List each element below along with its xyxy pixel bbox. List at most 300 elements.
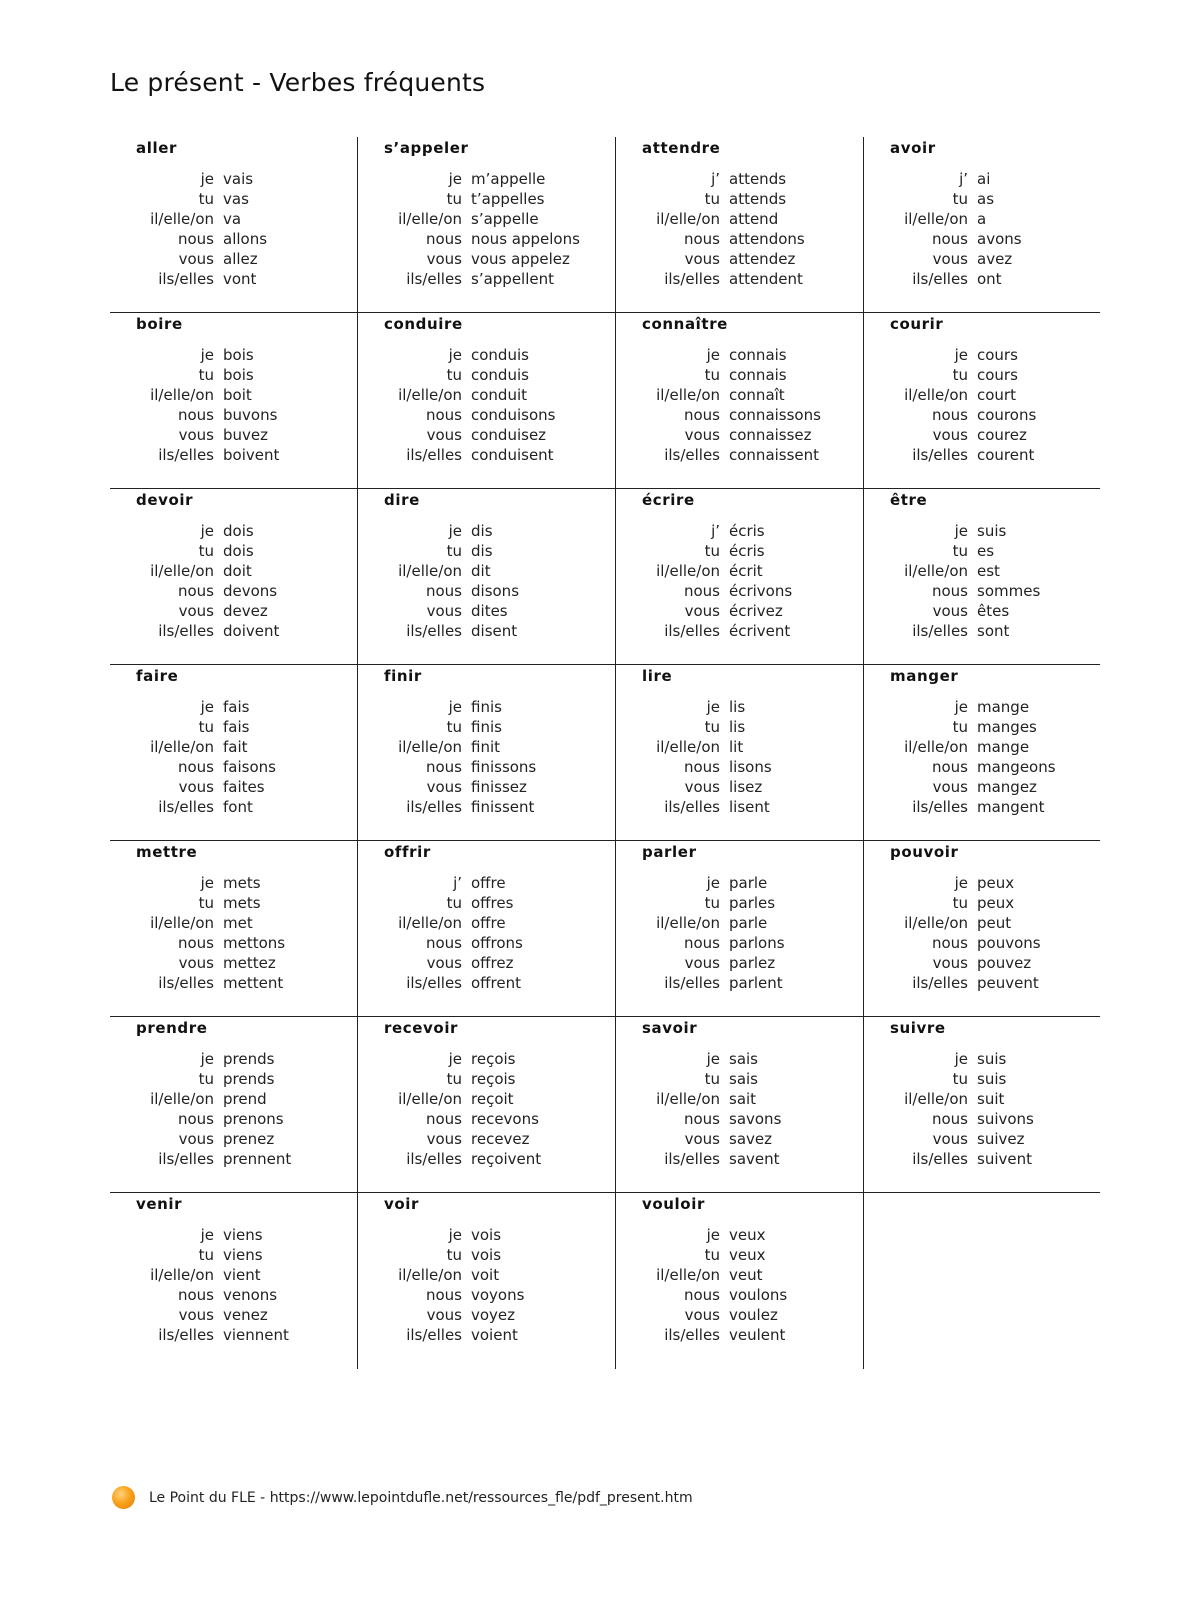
pronoun: il/elle/on — [150, 562, 214, 580]
conjugated-form: venons — [223, 1286, 278, 1304]
pronoun: vous — [684, 778, 720, 796]
conjugation-row — [136, 169, 267, 189]
pronoun: il/elle/on — [150, 1090, 214, 1108]
conjugation-row — [642, 621, 792, 641]
pronoun: nous — [177, 230, 214, 248]
conjugated-form: offres — [471, 894, 514, 912]
pronoun: il/elle/on — [904, 210, 968, 228]
conjugation-row — [384, 933, 523, 953]
pronoun: tu — [198, 542, 214, 560]
pronoun: je — [448, 170, 462, 188]
pronoun: nous — [683, 1286, 720, 1304]
conjugation-row — [890, 365, 1036, 385]
pronoun: vous — [932, 954, 968, 972]
verb-infinitive: mettre — [136, 843, 198, 861]
conjugated-form: connaît — [729, 386, 785, 404]
verb-infinitive: boire — [136, 315, 183, 333]
pronoun: je — [200, 698, 214, 716]
pronoun: ils/elles — [158, 622, 214, 640]
conjugation-row — [890, 425, 1036, 445]
pronoun: ils/elles — [406, 446, 462, 464]
verb-infinitive: s’appeler — [384, 139, 469, 157]
conjugated-form: attends — [729, 190, 787, 208]
conjugation-row — [890, 737, 1056, 757]
conjugated-form: vas — [223, 190, 249, 208]
pronoun: tu — [952, 190, 968, 208]
pronoun: ils/elles — [158, 974, 214, 992]
conjugation-row — [642, 269, 805, 289]
orange-ball-icon — [112, 1486, 135, 1509]
conjugation-row — [890, 209, 1022, 229]
pronoun: vous — [932, 602, 968, 620]
conjugated-form: veux — [729, 1246, 766, 1264]
conjugated-form: suivent — [977, 1150, 1032, 1168]
conjugation-row — [136, 561, 279, 581]
conjugated-form: connaissez — [729, 426, 812, 444]
pronoun: ils/elles — [406, 798, 462, 816]
conjugation-row — [384, 777, 536, 797]
conjugated-form: dois — [223, 542, 254, 560]
conjugation-row — [136, 581, 279, 601]
verb-infinitive: être — [890, 491, 928, 509]
conjugated-form: attendons — [729, 230, 805, 248]
pronoun: tu — [446, 542, 462, 560]
pronoun: je — [200, 1050, 214, 1068]
pronoun: ils/elles — [406, 270, 462, 288]
conjugation-row — [642, 1049, 781, 1069]
conjugation-row — [384, 717, 536, 737]
conjugation-row — [642, 797, 772, 817]
conjugated-form: vous appelez — [471, 250, 570, 268]
verb-cell — [864, 1017, 1100, 1193]
conjugated-form: vont — [223, 270, 257, 288]
conjugated-form: reçoivent — [471, 1150, 542, 1168]
conjugation-row — [384, 797, 536, 817]
pronoun: nous — [931, 934, 968, 952]
pronoun: il/elle/on — [656, 562, 720, 580]
pronoun: je — [200, 874, 214, 892]
conjugation-row — [384, 757, 536, 777]
conjugated-form: parle — [729, 914, 768, 932]
verb-grid — [110, 137, 1100, 1369]
verb-cell — [616, 489, 864, 665]
pronoun: vous — [426, 250, 462, 268]
conjugation-row — [890, 717, 1056, 737]
conjugated-form: dois — [223, 522, 254, 540]
conjugated-form: sommes — [977, 582, 1041, 600]
conjugation-table — [890, 345, 1036, 465]
conjugation-row — [890, 777, 1056, 797]
conjugated-form: lisent — [729, 798, 770, 816]
pronoun: nous — [931, 1110, 968, 1128]
conjugation-row — [642, 541, 792, 561]
conjugated-form: prennent — [223, 1150, 292, 1168]
verb-infinitive: écrire — [642, 491, 695, 509]
pronoun: je — [200, 346, 214, 364]
conjugation-row — [136, 737, 276, 757]
conjugated-form: dit — [471, 562, 491, 580]
conjugated-form: mangez — [977, 778, 1037, 796]
conjugation-row — [642, 1325, 787, 1345]
conjugation-table — [136, 873, 285, 993]
conjugated-form: m’appelle — [471, 170, 546, 188]
conjugation-row — [642, 1305, 787, 1325]
pronoun: ils/elles — [664, 974, 720, 992]
pronoun: nous — [683, 406, 720, 424]
conjugation-table — [384, 345, 555, 465]
verb-cell — [110, 1193, 358, 1369]
verb-infinitive: conduire — [384, 315, 463, 333]
conjugated-form: venez — [223, 1306, 268, 1324]
pronoun: tu — [446, 718, 462, 736]
conjugation-row — [136, 797, 276, 817]
conjugation-row — [136, 385, 279, 405]
conjugated-form: prenez — [223, 1130, 275, 1148]
pronoun: tu — [446, 1246, 462, 1264]
verb-infinitive: voir — [384, 1195, 420, 1213]
conjugation-table — [136, 345, 279, 465]
conjugation-row — [642, 169, 805, 189]
conjugation-row — [136, 1069, 291, 1089]
verb-cell — [110, 489, 358, 665]
conjugated-form: suivons — [977, 1110, 1034, 1128]
conjugated-form: avez — [977, 250, 1013, 268]
conjugation-row — [642, 601, 792, 621]
conjugation-row — [890, 229, 1022, 249]
pronoun: j’ — [959, 170, 968, 188]
conjugated-form: finis — [471, 718, 502, 736]
conjugation-row — [384, 1225, 524, 1245]
conjugated-form: suit — [977, 1090, 1005, 1108]
pronoun: je — [448, 346, 462, 364]
verb-cell — [864, 665, 1100, 841]
conjugation-table — [384, 1225, 524, 1345]
pronoun: tu — [446, 190, 462, 208]
pronoun: je — [954, 522, 968, 540]
conjugation-row — [642, 1245, 787, 1265]
conjugation-row — [384, 1089, 541, 1109]
conjugation-row — [384, 1265, 524, 1285]
verb-infinitive: manger — [890, 667, 959, 685]
verb-cell — [864, 489, 1100, 665]
conjugated-form: offre — [471, 914, 506, 932]
conjugated-form: mangeons — [977, 758, 1056, 776]
verb-cell — [616, 1193, 864, 1369]
verb-infinitive: faire — [136, 667, 179, 685]
conjugation-row — [384, 621, 519, 641]
conjugation-table — [642, 521, 792, 641]
pronoun: nous — [177, 1110, 214, 1128]
pronoun: ils/elles — [664, 270, 720, 288]
conjugated-form: prenons — [223, 1110, 284, 1128]
conjugation-row — [890, 1049, 1034, 1069]
conjugation-table — [384, 169, 580, 289]
conjugation-row — [642, 561, 792, 581]
pronoun: il/elle/on — [398, 386, 462, 404]
conjugated-form: s’appellent — [471, 270, 554, 288]
conjugated-form: dis — [471, 542, 493, 560]
conjugation-row — [136, 1129, 291, 1149]
verb-cell — [358, 1017, 616, 1193]
conjugation-row — [642, 385, 821, 405]
conjugation-row — [384, 385, 555, 405]
conjugated-form: écris — [729, 522, 765, 540]
conjugation-row — [136, 621, 279, 641]
pronoun: ils/elles — [664, 1150, 720, 1168]
pronoun: ils/elles — [406, 1150, 462, 1168]
conjugated-form: ont — [977, 270, 1002, 288]
pronoun: je — [954, 698, 968, 716]
conjugation-row — [890, 873, 1041, 893]
pronoun: vous — [932, 426, 968, 444]
conjugation-row — [890, 561, 1040, 581]
conjugation-row — [642, 229, 805, 249]
verb-infinitive: offrir — [384, 843, 431, 861]
conjugated-form: connais — [729, 366, 787, 384]
conjugation-row — [890, 601, 1040, 621]
conjugated-form: conduisons — [471, 406, 556, 424]
conjugated-form: parlez — [729, 954, 776, 972]
conjugation-row — [136, 521, 279, 541]
conjugated-form: vais — [223, 170, 254, 188]
conjugation-table — [890, 521, 1040, 641]
conjugated-form: dis — [471, 522, 493, 540]
conjugation-row — [890, 1129, 1034, 1149]
pronoun: nous — [931, 582, 968, 600]
conjugated-form: est — [977, 562, 1000, 580]
pronoun: nous — [425, 582, 462, 600]
pronoun: ils/elles — [158, 1326, 214, 1344]
pronoun: je — [706, 1226, 720, 1244]
conjugation-row — [890, 953, 1041, 973]
conjugated-form: as — [977, 190, 995, 208]
conjugation-table — [642, 873, 785, 993]
verb-cell — [616, 137, 864, 313]
conjugation-table — [890, 873, 1041, 993]
conjugated-form: vois — [471, 1246, 502, 1264]
conjugation-row — [136, 1149, 291, 1169]
conjugation-row — [642, 1265, 787, 1285]
conjugation-table — [136, 521, 279, 641]
verb-infinitive: attendre — [642, 139, 721, 157]
conjugated-form: font — [223, 798, 253, 816]
conjugation-row — [136, 365, 279, 385]
conjugation-row — [642, 581, 792, 601]
conjugated-form: écrit — [729, 562, 763, 580]
conjugation-row — [642, 777, 772, 797]
pronoun: tu — [704, 1246, 720, 1264]
pronoun: tu — [198, 718, 214, 736]
conjugated-form: connaissons — [729, 406, 821, 424]
pronoun: je — [200, 170, 214, 188]
verb-infinitive: lire — [642, 667, 673, 685]
conjugated-form: buvons — [223, 406, 278, 424]
conjugation-row — [384, 1285, 524, 1305]
conjugated-form: suis — [977, 1050, 1007, 1068]
pronoun: je — [706, 346, 720, 364]
conjugation-row — [384, 1149, 541, 1169]
conjugated-form: vient — [223, 1266, 261, 1284]
conjugated-form: voyez — [471, 1306, 516, 1324]
verb-cell — [110, 313, 358, 489]
pronoun: vous — [932, 1130, 968, 1148]
conjugated-form: boivent — [223, 446, 280, 464]
page-title: Le présent - Verbes fréquents — [110, 68, 486, 97]
conjugation-row — [642, 1109, 781, 1129]
conjugation-row — [384, 405, 555, 425]
conjugation-row — [890, 541, 1040, 561]
conjugated-form: voyons — [471, 1286, 525, 1304]
conjugated-form: recevons — [471, 1110, 539, 1128]
conjugated-form: fais — [223, 718, 250, 736]
conjugation-table — [890, 697, 1056, 817]
pronoun: nous — [683, 230, 720, 248]
pronoun: nous — [683, 758, 720, 776]
conjugation-row — [642, 1149, 781, 1169]
pronoun: il/elle/on — [150, 386, 214, 404]
conjugation-row — [136, 973, 285, 993]
conjugated-form: ai — [977, 170, 991, 188]
conjugated-form: prends — [223, 1050, 275, 1068]
conjugation-table — [136, 1225, 289, 1345]
conjugation-row — [642, 697, 772, 717]
verb-cell — [110, 841, 358, 1017]
pronoun: je — [200, 1226, 214, 1244]
pronoun: ils/elles — [912, 798, 968, 816]
conjugation-table — [642, 1225, 787, 1345]
pronoun: ils/elles — [664, 798, 720, 816]
verb-cell — [358, 137, 616, 313]
pronoun: je — [706, 698, 720, 716]
pronoun: il/elle/on — [656, 1266, 720, 1284]
conjugated-form: attendent — [729, 270, 803, 288]
pronoun: vous — [426, 1306, 462, 1324]
conjugated-form: recevez — [471, 1130, 530, 1148]
conjugation-table — [136, 697, 276, 817]
conjugation-row — [642, 365, 821, 385]
conjugation-row — [136, 933, 285, 953]
footer — [112, 1486, 693, 1509]
conjugated-form: viens — [223, 1246, 263, 1264]
verb-cell — [110, 665, 358, 841]
pronoun: je — [706, 1050, 720, 1068]
conjugated-form: suis — [977, 522, 1007, 540]
conjugation-row — [642, 893, 785, 913]
conjugated-form: finis — [471, 698, 502, 716]
pronoun: tu — [952, 366, 968, 384]
pronoun: tu — [704, 190, 720, 208]
conjugated-form: êtes — [977, 602, 1010, 620]
conjugation-row — [642, 249, 805, 269]
conjugated-form: viens — [223, 1226, 263, 1244]
conjugated-form: savent — [729, 1150, 780, 1168]
conjugation-row — [136, 1245, 289, 1265]
conjugated-form: pouvez — [977, 954, 1032, 972]
conjugated-form: avons — [977, 230, 1022, 248]
pronoun: vous — [426, 602, 462, 620]
conjugated-form: boit — [223, 386, 252, 404]
conjugation-row — [890, 385, 1036, 405]
verb-cell — [616, 1017, 864, 1193]
pronoun: il/elle/on — [656, 914, 720, 932]
conjugation-row — [890, 913, 1041, 933]
conjugation-row — [136, 249, 267, 269]
conjugated-form: reçois — [471, 1050, 516, 1068]
conjugation-row — [136, 209, 267, 229]
conjugation-row — [136, 1225, 289, 1245]
conjugation-row — [136, 953, 285, 973]
conjugation-row — [890, 797, 1056, 817]
conjugated-form: allez — [223, 250, 258, 268]
conjugated-form: sais — [729, 1050, 758, 1068]
pronoun: nous — [177, 582, 214, 600]
conjugation-row — [642, 405, 821, 425]
pronoun: il/elle/on — [904, 562, 968, 580]
pronoun: il/elle/on — [398, 738, 462, 756]
conjugated-form: attends — [729, 170, 787, 188]
verb-cell — [616, 313, 864, 489]
conjugated-form: lis — [729, 718, 746, 736]
conjugated-form: attend — [729, 210, 779, 228]
pronoun: nous — [177, 406, 214, 424]
pronoun: tu — [704, 1070, 720, 1088]
verb-infinitive: prendre — [136, 1019, 208, 1037]
conjugation-row — [384, 893, 523, 913]
pronoun: je — [448, 522, 462, 540]
conjugation-row — [890, 697, 1056, 717]
conjugated-form: sais — [729, 1070, 758, 1088]
conjugation-row — [136, 1325, 289, 1345]
conjugation-row — [642, 445, 821, 465]
pronoun: je — [448, 698, 462, 716]
pronoun: nous — [425, 934, 462, 952]
conjugation-row — [136, 1089, 291, 1109]
pronoun: tu — [952, 718, 968, 736]
conjugation-table — [384, 697, 536, 817]
conjugated-form: savez — [729, 1130, 772, 1148]
conjugation-row — [136, 445, 279, 465]
conjugated-form: mettons — [223, 934, 286, 952]
verb-cell — [110, 1017, 358, 1193]
pronoun: nous — [931, 758, 968, 776]
conjugation-row — [384, 445, 555, 465]
conjugated-form: doit — [223, 562, 252, 580]
pronoun: tu — [446, 894, 462, 912]
conjugated-form: finissent — [471, 798, 535, 816]
conjugated-form: buvez — [223, 426, 269, 444]
pronoun: vous — [178, 778, 214, 796]
verb-cell — [616, 841, 864, 1017]
conjugated-form: voit — [471, 1266, 500, 1284]
conjugation-row — [384, 229, 580, 249]
pronoun: il/elle/on — [150, 210, 214, 228]
conjugated-form: mettez — [223, 954, 276, 972]
pronoun: vous — [426, 954, 462, 972]
conjugated-form: connais — [729, 346, 787, 364]
pronoun: il/elle/on — [904, 1090, 968, 1108]
conjugated-form: savons — [729, 1110, 782, 1128]
conjugated-form: suivez — [977, 1130, 1025, 1148]
conjugation-row — [384, 189, 580, 209]
pronoun: tu — [704, 542, 720, 560]
conjugated-form: faisons — [223, 758, 276, 776]
pronoun: il/elle/on — [656, 210, 720, 228]
pronoun: nous — [683, 582, 720, 600]
pronoun: vous — [932, 250, 968, 268]
conjugation-table — [642, 697, 772, 817]
pronoun: tu — [952, 542, 968, 560]
conjugation-row — [384, 209, 580, 229]
